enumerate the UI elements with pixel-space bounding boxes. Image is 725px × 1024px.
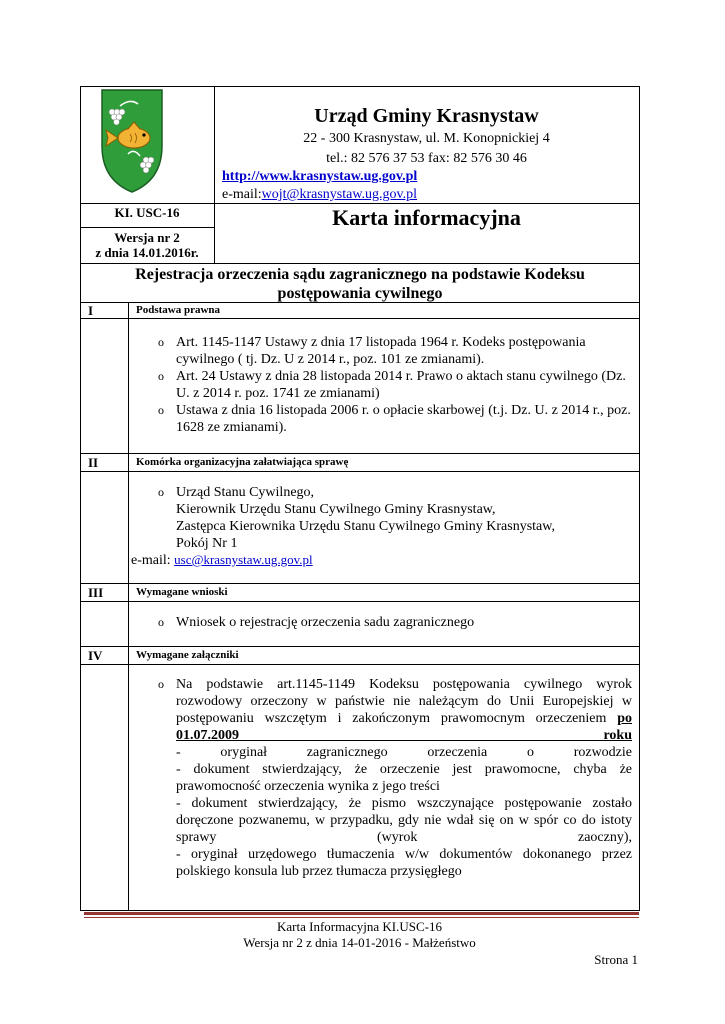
list-item: o Wniosek o rejestrację orzeczenia sadu zagranicznego — [152, 614, 632, 631]
footer-rule — [84, 912, 639, 915]
footer-line-2: Wersja nr 2 z dnia 14-01-2016 - Małżeństwo — [243, 935, 476, 950]
usc-email-label: e-mail: — [131, 553, 171, 568]
section-heading: Wymagane wnioski — [136, 586, 228, 598]
attachments-block: o Na podstawie art.1145-1149 Kodeksu postępowania cywilnego wyrok rozwodowy orzeczony w państwie nie należącym do Unii Europejskiej w postępowaniu wszczętym i zakończonym prawomocnym orzeczeniem po 01.07.2009 roku - oryginał zagranicznego orzeczenia o rozwodzie - dokument stwierdzający, że orzeczenie jest prawomocne, chyba że prawomocność orzeczenia wynika z jego treści - dokument stwierdzający, że pismo wszczynające postępowanie zostało doręczone pozwanemu, w przypadku, gdy nie wdał się on w spór co do istoty sprawy (wyrok zaoczny), - oryginał urzędowego tłumaczenia w/w dokumentów dokonanego przez polskiego konsula lub przez tłumacza przysięgłego — [158, 677, 632, 879]
legal-basis-list — [152, 334, 632, 436]
office-name: Urząd Gminy Krasnystaw — [314, 105, 539, 127]
document-version: Wersja nr 2 — [114, 230, 180, 245]
section-heading: Komórka organizacyjna załatwiająca sprawę — [136, 456, 349, 468]
document-code: KI. USC-16 — [114, 205, 180, 220]
office-email-label: e-mail: — [222, 187, 262, 202]
office-phone-fax: tel.: 82 576 37 53 fax: 82 576 30 46 — [326, 151, 527, 166]
office-unit-line: Urząd Stanu Cywilnego, — [176, 485, 315, 500]
section-number: I — [88, 303, 94, 318]
office-email-link[interactable]: wojt@krasnystaw.ug.gov.pl — [261, 187, 417, 202]
main-title: Rejestracja orzeczenia sądu zagranicznego na podstawie Kodeksu postępowania cywilnego — [135, 266, 585, 302]
attachment-item: - oryginał urzędowego tłumaczenia w/w dokumentów dokonanego przez polskiego konsula lub przez tłumacza przysięgłego — [176, 847, 632, 879]
attachment-item: - dokument stwierdzający, że pismo wszczynające postępowanie zostało doręczone pozwanemu, w przypadku, gdy nie wdał się on w spór co do istoty sprawy (wyrok zaoczny), — [176, 796, 632, 845]
page-number: Strona 1 — [594, 952, 638, 967]
office-email-line — [222, 186, 417, 203]
footer-line-1: Karta Informacyjna KI.USC-16 — [277, 919, 442, 934]
office-address: 22 - 300 Krasnystaw, ul. M. Konopnickiej 4 — [303, 131, 550, 146]
usc-email-link[interactable]: usc@krasnystaw.ug.gov.pl — [174, 552, 313, 567]
section-heading: Podstawa prawna — [136, 304, 221, 316]
list-item: o Art. 24 Ustawy z dnia 28 listopada 2014 r. Prawo o aktach stanu cywilnego (Dz. U. z 2014 r. poz. 1741 ze zmianami) — [152, 368, 632, 402]
coat-of-arms-logo — [100, 88, 164, 194]
office-unit-line: Pokój Nr 1 — [176, 536, 238, 551]
attachment-item: - oryginał zagranicznego orzeczenia o rozwodzie — [176, 745, 632, 760]
section-heading: Wymagane załączniki — [136, 649, 239, 661]
office-website-link[interactable]: http://www.krasnystaw.ug.gov.pl — [222, 169, 418, 184]
list-item: o Art. 1145-1147 Ustawy z dnia 17 listopada 1964 r. Kodeks postępowania cywilnego ( tj. Dz. U z 2014 r., poz. 101 ze zmianami). — [152, 334, 632, 368]
document-title: Karta informacyjna — [332, 205, 521, 230]
office-unit-line: Zastępca Kierownika Urzędu Stanu Cywilnego Gminy Krasnystaw, — [176, 519, 555, 534]
attachments-intro: Na podstawie art.1145-1149 Kodeksu postępowania cywilnego wyrok rozwodowy orzeczony w państwie nie należącym do Unii Europejskiej w postępowaniu wszczętym i zakończonym prawomocnym orzeczeniem po 01.07.2009 roku — [176, 677, 632, 743]
usc-email-line — [131, 551, 313, 569]
attachment-item: - dokument stwierdzający, że orzeczenie jest prawomocne, chyba że prawomocność orzeczenia wynika z jego treści — [176, 762, 632, 794]
footer-rule-thin — [84, 917, 639, 918]
section-number: IV — [88, 648, 103, 663]
list-item: o Ustawa z dnia 16 listopada 2006 r. o opłacie skarbowej (t.j. Dz. U. z 2014 r., poz. 1628 ze zmianami). — [152, 402, 632, 436]
date-emphasis: po 01.07.2009 roku — [176, 711, 632, 743]
applications-list — [152, 614, 632, 631]
section-number: II — [88, 455, 99, 470]
document-version-date: z dnia 14.01.2016r. — [95, 245, 199, 260]
office-unit-block: o Urząd Stanu Cywilnego, Kierownik Urzędu Stanu Cywilnego Gminy Krasnystaw, Zastępca Kierownika Urzędu Stanu Cywilnego Gminy Krasnystaw, Pokój Nr 1 — [152, 484, 632, 552]
office-unit-line: Kierownik Urzędu Stanu Cywilnego Gminy Krasnystaw, — [176, 502, 496, 517]
section-number: III — [88, 585, 104, 600]
